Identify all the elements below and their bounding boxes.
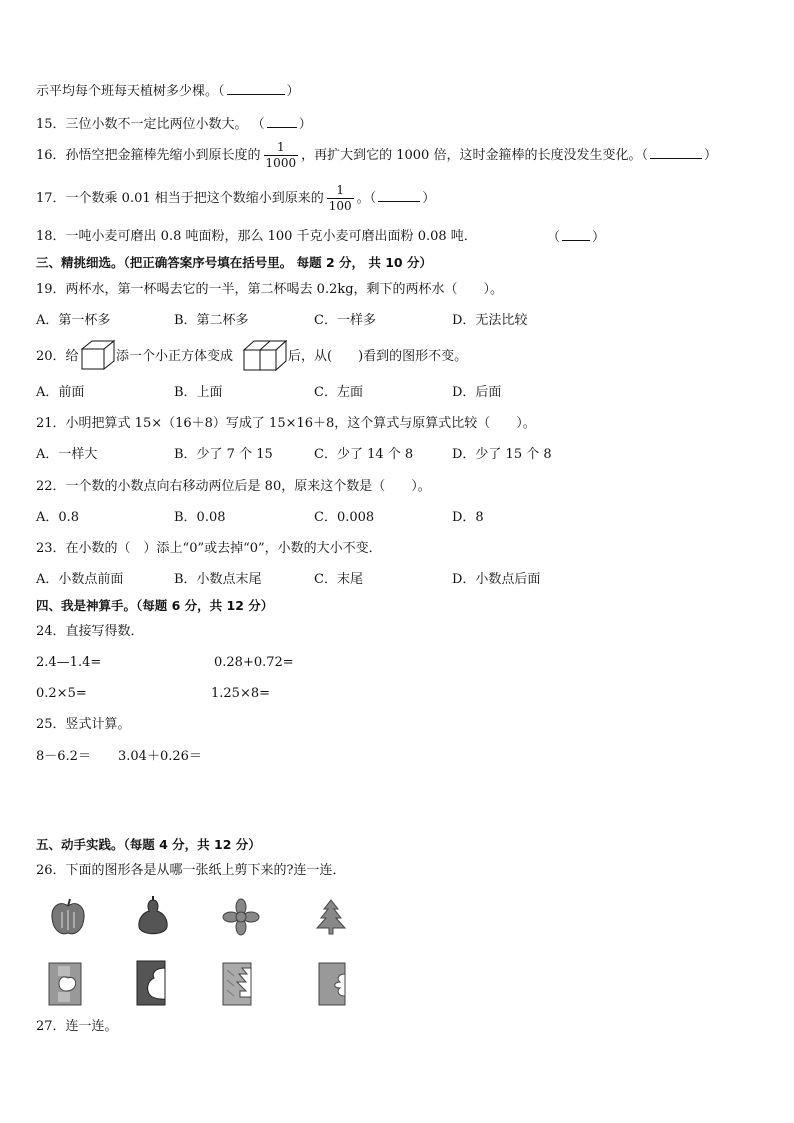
option-c[interactable]: C．一样多: [314, 313, 376, 328]
question-22: 22．一个数的小数点向右移动两位后是 80，原来这个数是（ ）。: [36, 479, 431, 494]
question-19: 19．两杯水，第一杯喝去它的一半，第二杯喝去 0.2kg，剩下的两杯水（ ）。: [36, 282, 504, 297]
question-14-tail: 示平均每个班每天植树多少棵。（ ）: [36, 84, 300, 99]
option-b[interactable]: B．0.08: [174, 510, 226, 525]
question-17: 17．一个数乘 0.01 相当于把这个数缩小到原来的 $\frac{1}{100}$ 。（ ）: [36, 183, 436, 213]
tree-shape-icon[interactable]: [314, 898, 348, 936]
option-a[interactable]: A．前面: [36, 385, 85, 400]
question-21: 21．小明把算式 15×（16＋8）写成了 15×16＋8，这个算式与原算式比较（ ）。: [36, 416, 536, 431]
question-20-tail: 后，从( )看到的图形不变。: [288, 349, 468, 364]
option-a[interactable]: A．第一杯多: [36, 313, 111, 328]
calc-item: 0.2×5=: [36, 686, 87, 701]
answer-blank[interactable]: [267, 115, 297, 128]
fraction: $\frac{1}{100}$: [328, 183, 352, 213]
option-d[interactable]: D．小数点后面: [452, 572, 541, 587]
answer-blank[interactable]: [650, 146, 702, 159]
double-cube-figure: [242, 339, 288, 372]
section-4-heading: 四、我是神算手。（每题 6 分，共 12 分）: [36, 598, 274, 613]
answer-blank[interactable]: [227, 82, 285, 95]
single-cube-figure: [80, 339, 116, 371]
option-d[interactable]: D．8: [452, 510, 484, 525]
flower-shape-icon[interactable]: [222, 898, 260, 936]
option-a[interactable]: A．一样大: [36, 447, 98, 462]
question-18-answer: （ ）: [547, 230, 606, 245]
option-d[interactable]: D．无法比较: [452, 313, 528, 328]
option-c[interactable]: C．末尾: [314, 572, 363, 587]
option-d[interactable]: D．后面: [452, 385, 502, 400]
apple-shape-icon[interactable]: [50, 898, 86, 938]
question-23: 23．在小数的（ ）添上“0”或去掉“0”，小数的大小不变．: [36, 541, 382, 556]
option-a[interactable]: A．小数点前面: [36, 572, 124, 587]
answer-blank[interactable]: [562, 228, 590, 241]
option-c[interactable]: C．少了 14 个 8: [314, 447, 414, 462]
gourd-shape-icon[interactable]: [136, 896, 170, 938]
option-b[interactable]: B．上面: [174, 385, 223, 400]
paper-gourd-cut-icon[interactable]: [136, 960, 166, 1006]
option-b[interactable]: B．小数点末尾: [174, 572, 262, 587]
question-20-mid: 添一个小正方体变成: [116, 349, 234, 364]
question-24: 24．直接写得数．: [36, 624, 144, 639]
calc-item: 8－6.2＝: [36, 749, 91, 764]
paper-tree-cut-icon[interactable]: [222, 962, 252, 1006]
fraction: $\frac{1}{1000}$: [265, 140, 297, 170]
option-c[interactable]: C．左面: [314, 385, 363, 400]
calc-item: 2.4—1.4=: [36, 655, 102, 670]
option-b[interactable]: B．第二杯多: [174, 313, 249, 328]
section-3-heading: 三、精挑细选。（把正确答案序号填在括号里。 每题 2 分， 共 10 分）: [36, 255, 432, 270]
question-16: 16．孙悟空把金箍棒先缩小到原长度的 $\frac{1}{1000}$ ，再扩大到它的 1000 倍，这时金箍棒的长度没发生变化。（ ）: [36, 140, 717, 170]
answer-blank[interactable]: [378, 189, 420, 202]
paper-apple-cut-icon[interactable]: [48, 962, 82, 1006]
question-25: 25．竖式计算。: [36, 717, 131, 732]
option-a[interactable]: A．0.8: [36, 510, 80, 525]
option-c[interactable]: C．0.008: [314, 510, 375, 525]
calc-item: 1.25×8=: [211, 686, 271, 701]
section-5-heading: 五、动手实践。（每题 4 分，共 12 分）: [36, 837, 261, 852]
calc-item: 0.28+0.72=: [214, 655, 294, 670]
question-18: 18．一吨小麦可磨出 0.8 吨面粉，那么 100 千克小麦可磨出面粉 0.08 吨．: [36, 229, 477, 244]
question-27: 27．连一连。: [36, 1019, 118, 1034]
option-b[interactable]: B．少了 7 个 15: [174, 447, 273, 462]
calc-item: 3.04＋0.26＝: [118, 749, 202, 764]
question-26: 26．下面的图形各是从哪一张纸上剪下来的?连一连．: [36, 863, 346, 878]
paper-flower-cut-icon[interactable]: [318, 962, 346, 1006]
question-15: 15．三位小数不一定比两位小数大。 （ ）: [36, 117, 312, 132]
option-d[interactable]: D．少了 15 个 8: [452, 447, 552, 462]
question-20: 20．给: [36, 349, 79, 364]
